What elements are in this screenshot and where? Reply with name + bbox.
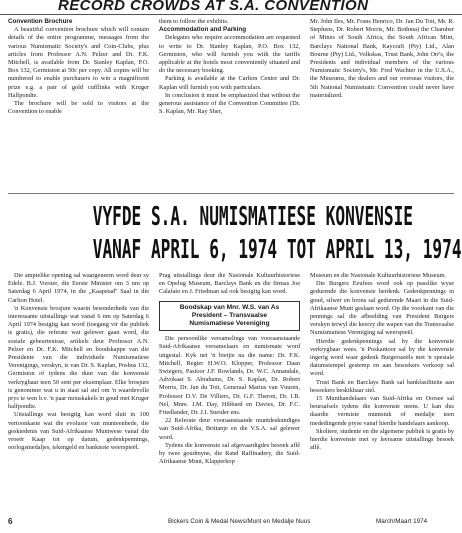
section-divider	[8, 193, 454, 194]
visits-paragraph-af: Tydens die konvensie sal afgevaardigdes besoek aflê by twee goudmyne, die Rand Raffinadery, die Suid-Afrikaanse Munt, Klapperkop	[159, 441, 300, 466]
public-paragraph-af: Skoliere, studente en die algemene publiek is gratis by hierdie konvensie met sy leersame uitstallings besoek aflê.	[310, 427, 454, 452]
exhibits-intro-af: Prag uitstallings deur die Nasionale Kultuurhistoriese en Opelug Museum, Barclays Bank en die firmas Joe Calafato en J. Friedman sal ook besigtig kan word.	[159, 272, 300, 296]
masthead	[0, 0, 462, 13]
english-column-1	[8, 18, 149, 190]
message-box-line-3: Numismatiese Vereniging	[189, 320, 270, 328]
masthead-title: RECORD CROWDS AT S.A. CONVENTION	[58, 0, 369, 13]
conclusion-paragraph: In conclusion it must be emphasized that without the generous assistance of the Convention Committee (Dr. S. Kaplan, Mr. Ray Sher,	[159, 91, 300, 116]
page-footer	[8, 517, 454, 527]
collections-paragraph-af: Die persoonlike versamelings van vooraanstaande Suid-Afrikaanse versamelaars en numismate word uitgestal. Kyk net 'n bietjie na die name: Dr. F.K. Mitchell, Regter H.W.O. Klopper, Professor Daan Swiegers, Pastoor J.F. Rowlands, Dr. W.C. Annandale, Advokaat S. Abrahams, Dr. S. Kaplan, Dr. Robert Morris, Dr. Jan du Toit, Generaal Marius van Vuuren, Professor D.V. De Villiers, Dr. G.F. Theron, Dr. I.B. Nel, Mnre. J.M. Day, Hibbard en Davies, Dr. F.C. Friedlander, Dr. J.I. Sneider ens.	[159, 335, 300, 417]
brochure-paragraph-af: 'n Konvensie brosjure waarin besonderhede van die interessante uitstallings wat vanaf 6 nm op Saterdag 6 April 1974 besigtig kan word (toegang vir die publiek is gratis), die referate wat gelewer gaan word, die sosiale gebeurtenisse, artikels deur Professor A.N. Pelzer en Dr. F.K. Mitchell en boodskappe van die Presidente van die individuele Numismatiese Verenigings, verskyn, is van Dr. S. Kaplan, Posbus 132, Germiston of tydens die duur van die konvensie verkrygbaar teen 50 sent per eksemplaar. Elke brosjure is genommer wat u in staat sal stel om 'n waardevolle prys te wen b.v. 'n paar mouskakels in goud met Kruger halfpondte.	[8, 304, 149, 411]
message-box-line-2: President – Transvaalse	[191, 311, 268, 319]
post-office-paragraph-af: Hierdie gedenkpennings sal by die konvensie verkrygbaar wees. 'n Poskantoor sal by die konvensie ingerig word waar gedenk Burgersseëls met 'n spesiale datumstempel gestemp en aan besoekers verkoop sal word.	[310, 337, 454, 378]
publication-name: Bickers Coin & Medal News/Munt en Medalje Nuus	[168, 518, 311, 525]
message-box	[159, 301, 300, 332]
accommodation-paragraph: Delegates who require accommodation are requested to write to Dr. Stanley Kaplan, P.O. Box 132, Germiston, who will furnish you with the tariffs applicable at the hotels most conveniently situated and do the necessary booking.	[159, 34, 300, 75]
exhibits-paragraph-af: Uitstallings wat besigtig kan word sluit in 100 vertoonkaste wat die evolusie van munteenhede, die geskiedenis van Suid-Afrikaanse Muntwese vanaf die vroeër Kaap tot op datum, gedenkpennings, oorlogsmedaljes, tekengeld en banknote weerspieël.	[8, 411, 149, 452]
afrikaans-column-3	[310, 272, 454, 512]
afrikaans-column-1	[8, 272, 149, 512]
dealers-paragraph-af: 15 Munthandelaars van Suid-Afrika en Oorsee sal beursafsels tydens die konvensie neem. U kan dus daardie vermiste muntstuk of medalje teen mededingende pryse vanaf hierdie handelaars aankoop.	[310, 395, 454, 427]
headline-line-2: VANAF APRIL 6, 1974 TOT APRIL 13, 1974	[92, 235, 462, 265]
parking-paragraph: Parking is available at the Carlton Centre and Dr. Kaplan will furnish you with particulars.	[159, 75, 300, 91]
brochure-paragraph: A beautiful convention brochure which will contain details of the entire programme, messages from the various Numismatic Society's and Coin-Clubs, plus articles from Professor A.N. Pelzer and Dr. F.K. Mitchell, is available from Dr. Stanley Kaplan, P.O. Box 132, Germiston at 50c per copy. All copies will be numbered to enable purchasers to win a magnificent prize e.g. a pair of gold cufflinks with Kruger Halfpondte.	[8, 26, 149, 99]
brochure-paragraph: The brochure will be sold to visitors at the Convention to enable	[8, 100, 149, 116]
opening-paragraph: Die amptelike opening sal waargeneem word deur sy Edele. B.J. Vorster, die Eerste Minister om 3 nm op Saterdag 6 April 1974, in die „Kaapstad" Saal in die Carlton Hotel.	[8, 272, 149, 304]
english-column-2	[159, 18, 300, 190]
afrikaans-column-2	[159, 272, 300, 512]
brochure-subheading: Convention Brochure	[8, 18, 73, 25]
masthead-rule	[0, 14, 462, 15]
medals-paragraph-af: Die Burgers Eeufees word ook op passlike wyse gedurende die konvensie herdenk. Gedenkpennings in goud, silwer en brons sal gedurende Maart in die Suid-Afrikaanse Munt geslaan word. Op die voorkant van die pennings sal die afbeelding van President Burgers verskyn terwyl die keerzy die wapen van die Transvaalse Numismatiese Vereniging sal weerspieël.	[310, 280, 454, 337]
page-number: 6	[8, 517, 13, 526]
lectures-paragraph-af: 22 Referate deur vooraanstaande muntdeskundiges van Suid-Afrika, Brittanje en die V.S.A. sal gelewer word.	[159, 417, 300, 441]
english-column-3	[310, 18, 454, 190]
headline-line-1: VYFDE S.A. NUMISMATIESE KONVENSIE	[92, 202, 414, 232]
accommodation-subheading: Accommodation and Parking	[159, 26, 247, 34]
message-box-line-1: Boodskap van Mnr. W.S. van As	[179, 303, 280, 311]
acknowledgements-paragraph: Mr. John Iles, Mr. Frans Henrico, Dr. Jan Du Toit, Mr. R. Stephens, Dr. Robert Morris, Mr. Bothma) the Chamber of Mines of South Africa, the South African Mint, Barclays National Bank, Kaycraft (Pty) Ltd., Alan Bourne (Pty) Ltd., Volkskas, Trust Bank, John Orr's, the Presidents and individual members of the various Numismatic Society's, Mr. Fred Wachter in the U.S.A., the Museums, the dealers and our overseas visitors, the 5th National Numismatic Convention could never have materialized.	[310, 18, 454, 99]
issue-date: March/Maart 1974	[376, 518, 428, 525]
exhibits-lead: them to follow the exhibits.	[159, 18, 229, 25]
banking-paragraph-af: Trust Bank en Barclays Bank sal bankfasiliteite aan besoekers beskikbaar stel.	[310, 378, 454, 394]
museum-lead-af: Museum en die Nasionale Kultuurhistoriese Museum.	[310, 272, 447, 279]
